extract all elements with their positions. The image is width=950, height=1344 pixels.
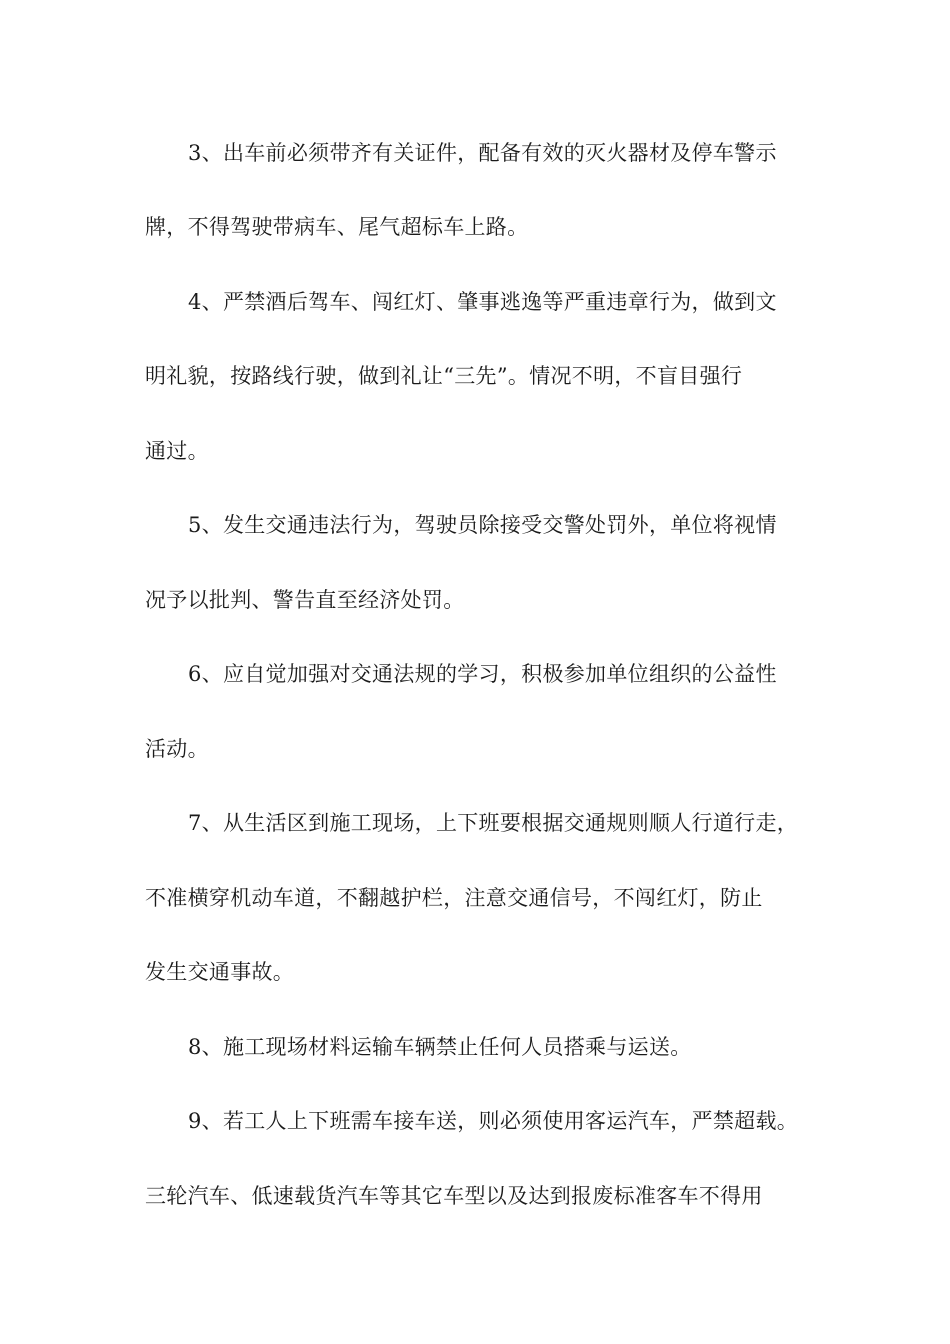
paragraph-3-line-1: 3、出车前必须带齐有关证件，配备有效的灭火器材及停车警示 <box>188 141 777 165</box>
paragraph-5-line-1: 5、发生交通违法行为，驾驶员除接受交警处罚外，单位将视情 <box>188 513 777 537</box>
paragraph-5-line-2: 况予以批判、警告直至经济处罚。 <box>145 588 465 612</box>
paragraph-4-line-1: 4、严禁酒后驾车、闯红灯、肇事逃逸等严重违章行为，做到文 <box>188 290 777 314</box>
paragraph-7-line-2: 不准横穿机动车道，不翻越护栏，注意交通信号，不闯红灯，防止 <box>145 886 763 910</box>
paragraph-6-line-1: 6、应自觉加强对交通法规的学习，积极参加单位组织的公益性 <box>188 662 777 686</box>
paragraph-3-line-2: 牌，不得驾驶带病车、尾气超标车上路。 <box>145 215 529 239</box>
paragraph-9-line-1: 9、若工人上下班需车接车送，则必须使用客运汽车，严禁超载。 <box>188 1109 799 1133</box>
paragraph-7-line-3: 发生交通事故。 <box>145 960 295 984</box>
paragraph-8-line-1: 8、施工现场材料运输车辆禁止任何人员搭乘与运送。 <box>188 1035 692 1059</box>
paragraph-4-line-2: 明礼貌，按路线行驶，做到礼让“三先”。情况不明，不盲目强行 <box>145 364 743 388</box>
paragraph-6-line-2: 活动。 <box>145 737 209 761</box>
paragraph-7-line-1: 7、从生活区到施工现场，上下班要根据交通规则顺人行道行走， <box>188 811 799 835</box>
paragraph-4-line-3: 通过。 <box>145 439 209 463</box>
paragraph-9-line-2: 三轮汽车、低速载货汽车等其它车型以及达到报废标准客车不得用 <box>145 1184 763 1208</box>
